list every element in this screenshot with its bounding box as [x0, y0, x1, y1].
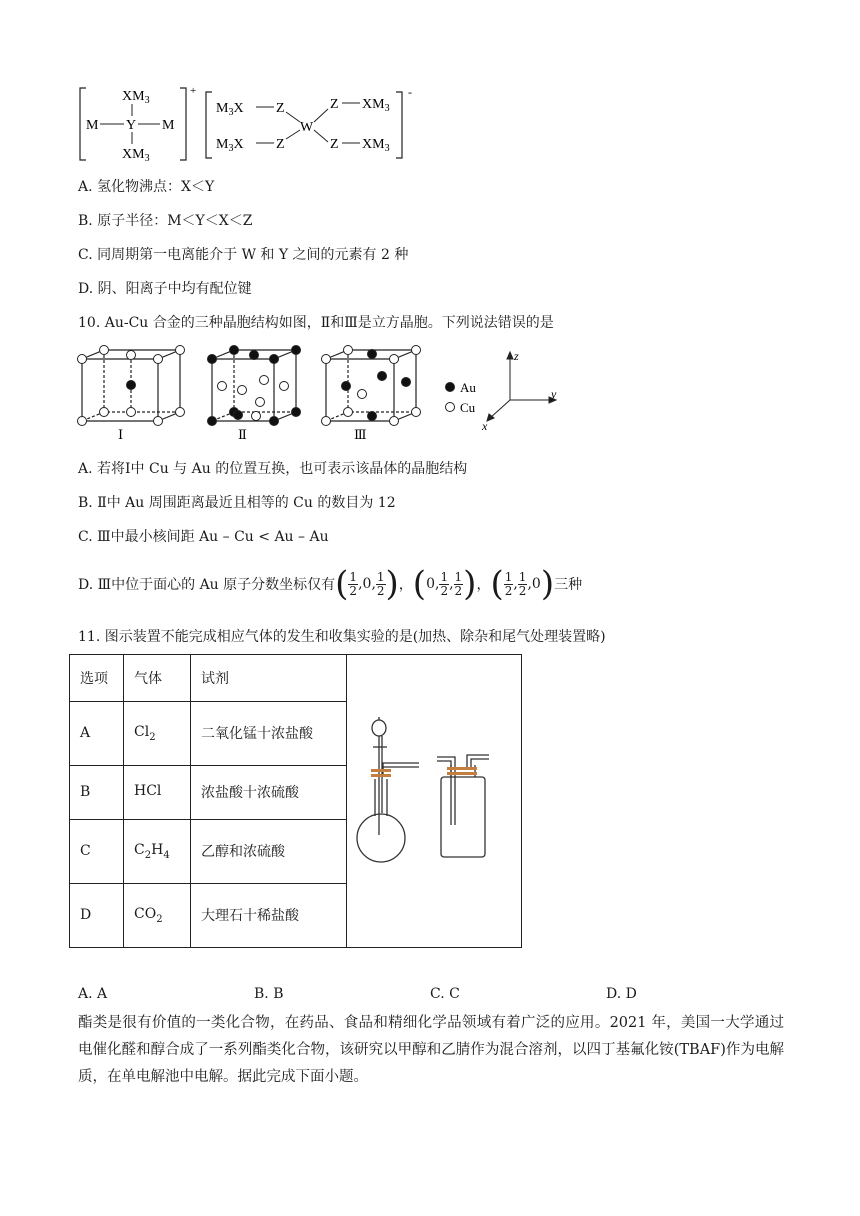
row-b-reagent: 浓盐酸十浓硫酸 — [191, 765, 347, 819]
svg-text:Cu: Cu — [460, 400, 476, 415]
cation-bottom-group: $XM_3$ — [122, 147, 150, 164]
cell-III-atoms — [322, 346, 421, 426]
cation-top-group: $XM_3$ — [122, 89, 150, 106]
svg-text:Ⅱ: Ⅱ — [238, 427, 247, 442]
q11-stem: 11. 图示装置不能完成相应气体的发生和收集实验的是(加热、除杂和尾气处理装置略) — [78, 629, 606, 645]
q11-table — [69, 654, 522, 948]
svg-text:z: z — [514, 349, 519, 363]
row-d-gas: $CO_2$ — [124, 883, 191, 947]
cation-charge: + — [190, 85, 197, 97]
svg-text:Ⅲ: Ⅲ — [354, 427, 367, 442]
header-option: 选项 — [70, 655, 124, 702]
svg-text:Z: Z — [276, 137, 285, 152]
passage-paragraph: 酯类是很有价值的一类化合物，在药品、食品和精细化学品领域有着广泛的应用。2021 年，美国一大学通过电催化醛和醇合成了一系列酯类化合物，该研究以甲醇和乙腈作为混合溶剂，以四丁基氟化铵(TBAF)作为电解质，在单电解池中电解。据此完成下面小题。 — [78, 1015, 784, 1085]
q10-option-a: A. 若将Ⅰ中 Cu 与 Au 的位置互换，也可表示该晶体的晶胞结构 — [78, 461, 468, 477]
q9-structure-diagram — [76, 82, 516, 164]
q9-option-d: D. 阴、阳离子中均有配位键 — [78, 281, 252, 297]
row-d-reagent: 大理石十稀盐酸 — [191, 883, 347, 947]
svg-text:Z: Z — [330, 97, 339, 112]
svg-text:Ⅰ: Ⅰ — [118, 427, 124, 442]
row-c-option: C — [70, 819, 124, 883]
header-gas: 气体 — [124, 655, 191, 702]
anion-center-atom: W — [300, 120, 314, 135]
q10-stem: 10. Au-Cu 合金的三种晶胞结构如图，Ⅱ和Ⅲ是立方晶胞。下列说法错误的是 — [78, 315, 554, 331]
apparatus-cell — [347, 655, 522, 948]
q11-answer-b: B. B — [254, 986, 284, 1002]
q10-option-c: C. Ⅲ中最小核间距 Au – Cu < Au – Au — [78, 529, 329, 545]
cation-center-atom: Y — [126, 118, 137, 133]
row-c-gas: $C_2H_4$ — [124, 819, 191, 883]
row-b-option: B — [70, 765, 124, 819]
row-a-option: A — [70, 701, 124, 765]
anion-ur-group: $XM_3$ — [362, 97, 390, 114]
row-d-option: D — [70, 883, 124, 947]
q10-option-b: B. Ⅱ中 Au 周围距离最近且相等的 Cu 的数目为 12 — [78, 495, 396, 511]
q9-option-c: C. 同周期第一电离能介于 W 和 Y 之间的元素有 2 种 — [78, 247, 409, 263]
svg-text:x: x — [482, 419, 488, 433]
gas-apparatus-icon — [347, 655, 521, 943]
anion-lr-group: $XM_3$ — [362, 137, 390, 154]
q11-answer-c: C. C — [430, 986, 460, 1002]
svg-text:Au: Au — [460, 380, 476, 395]
row-a-reagent: 二氧化锰十浓盐酸 — [191, 701, 347, 765]
cell-I-atoms — [78, 346, 185, 426]
row-c-reagent: 乙醇和浓硫酸 — [191, 819, 347, 883]
anion-charge: - — [408, 85, 412, 99]
legend-cu-marker — [446, 403, 455, 412]
cation-right-atom: M — [162, 118, 175, 133]
row-a-gas: $Cl_2$ — [124, 701, 191, 765]
svg-text:y: y — [551, 387, 557, 401]
cell-II-atoms — [208, 346, 301, 426]
q9-option-b: B. 原子半径：M＜Y＜X＜Z — [78, 213, 253, 229]
q11-answer-d: D. D — [606, 986, 637, 1002]
crystal-cells-diagram — [76, 342, 586, 442]
anion-ul-group: $M_3X$ — [216, 101, 244, 118]
cation-left-atom: M — [86, 118, 99, 133]
q11-answer-a: A. A — [78, 986, 108, 1002]
q9-option-a: A. 氢化物沸点：X＜Y — [78, 179, 215, 195]
header-reagent: 试剂 — [191, 655, 347, 702]
q10-option-d: D. Ⅲ中位于面心的 Au 原子分数坐标仅有 ( $\frac{1}{2}$ , 0 , $\frac{1}{2}$ ) ， ( 0 , $\frac{1}{2}$ , $\frac{1}{2}$ ) ， ( $\frac{1}{2}$ , $\frac{1}{2}$ , 0 ) 三种 — [78, 564, 583, 604]
axes-icon — [487, 352, 556, 421]
legend-au-marker — [446, 383, 455, 392]
row-b-gas: HCl — [124, 765, 191, 819]
svg-text:Z: Z — [330, 137, 339, 152]
anion-ll-group: $M_3X$ — [216, 137, 244, 154]
svg-text:Z: Z — [276, 101, 285, 116]
